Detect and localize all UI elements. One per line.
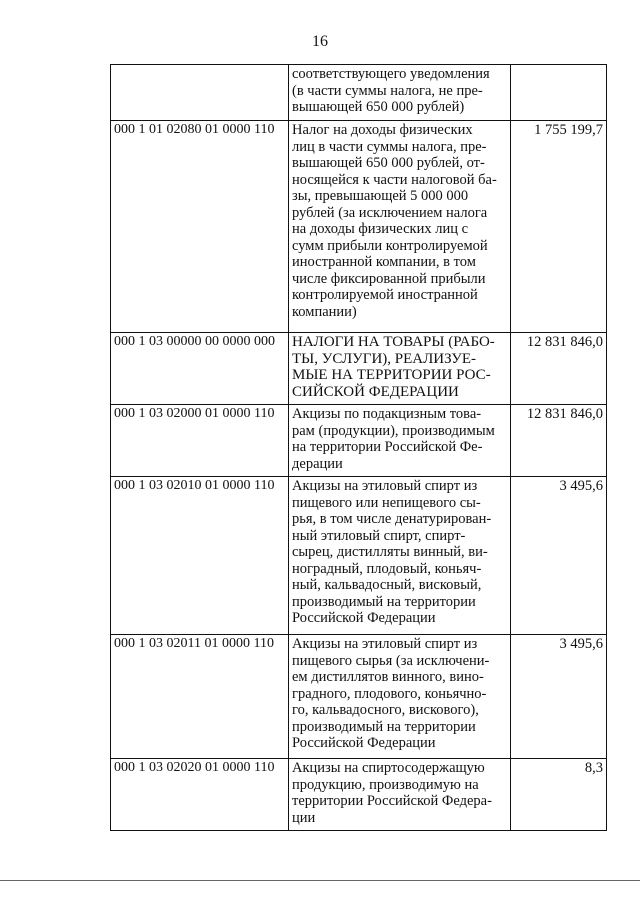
income-name-line: градного, плодового, коньячно- xyxy=(292,685,487,702)
income-name-line: Российской Федерации xyxy=(292,610,436,626)
income-name-line: Акцизы на этиловый спирт из xyxy=(292,478,478,494)
income-name-line: ТЫ, УСЛУГИ), РЕАЛИЗУЕ- xyxy=(292,350,477,367)
income-name-line: на доходы физических лиц с xyxy=(292,221,469,237)
income-name-line: лиц в части суммы налога, пре- xyxy=(292,138,487,155)
income-name xyxy=(289,477,511,635)
budget-classification-code: 000 1 03 02020 01 0000 110 xyxy=(111,759,289,831)
income-name-line: ный, кальвадосный, висковый, xyxy=(292,577,482,593)
income-name-line: зы, превышающей 5 000 000 xyxy=(292,188,469,204)
table-row xyxy=(111,477,607,635)
income-name-line: пищевого или непищевого сы- xyxy=(292,494,481,511)
income-name-line: рублей (за исключением налога xyxy=(292,204,488,221)
amount: 3 495,6 xyxy=(511,477,607,635)
income-name xyxy=(289,121,511,333)
income-name xyxy=(289,635,511,759)
table-row xyxy=(111,333,607,405)
income-name-line: территории Российской Федера- xyxy=(292,793,492,809)
income-name-line: Российской Федерации xyxy=(292,735,436,751)
amount xyxy=(511,65,607,121)
budget-classification-code: 000 1 03 02010 01 0000 110 xyxy=(111,477,289,635)
income-name-line: го, кальвадосного, вискового), xyxy=(292,702,479,718)
income-name-line: носящейся к части налоговой ба- xyxy=(292,171,497,188)
income-name-line: вышающей 650 000 рублей, от- xyxy=(292,155,485,171)
budget-classification-code: 000 1 03 02000 01 0000 110 xyxy=(111,405,289,477)
income-name-line: числе фиксированной прибыли xyxy=(292,270,486,287)
income-name-line: на территории Российской Фе- xyxy=(292,439,483,455)
budget-classification-code: 000 1 03 00000 00 0000 000 xyxy=(111,333,289,405)
income-name xyxy=(289,65,511,121)
income-name-line: Акцизы по подакцизным това- xyxy=(292,406,482,422)
income-name-line: ный этиловый спирт, спирт- xyxy=(292,527,466,544)
income-name-line: рам (продукции), производимым xyxy=(292,422,495,439)
income-name-line: контролируемой иностранной xyxy=(292,287,478,303)
budget-revenue-table xyxy=(110,64,607,831)
table-body xyxy=(111,65,607,831)
income-name-line: соответствующего уведомления xyxy=(292,66,490,82)
income-name-line: вышающей 650 000 рублей) xyxy=(292,99,465,115)
income-name-line: ем дистиллятов винного, вино- xyxy=(292,669,484,685)
income-name-line: НАЛОГИ НА ТОВАРЫ (РАБО- xyxy=(292,334,495,350)
budget-classification-code: 000 1 03 02011 01 0000 110 xyxy=(111,635,289,759)
income-name-line: сумм прибыли контролируемой xyxy=(292,237,488,254)
income-name-line: рья, в том числе денатурирован- xyxy=(292,511,492,527)
income-name-line: СИЙСКОЙ ФЕДЕРАЦИИ xyxy=(292,383,459,400)
income-name-line: ноградный, плодовый, коньяч- xyxy=(292,560,482,577)
table-row xyxy=(111,121,607,333)
income-name-line: (в части суммы налога, не пре- xyxy=(292,82,483,99)
income-name-line: Акцизы на спиртосодержащую xyxy=(292,760,485,776)
income-name-line: Налог на доходы физических xyxy=(292,122,473,138)
income-name-line: сырец, дистилляты винный, ви- xyxy=(292,544,488,560)
income-name xyxy=(289,405,511,477)
income-name xyxy=(289,759,511,831)
income-name-line: производимый на территории xyxy=(292,593,476,610)
income-name xyxy=(289,333,511,405)
amount: 8,3 xyxy=(511,759,607,831)
income-name-line: иностранной компании, в том xyxy=(292,254,476,270)
income-name-line: Акцизы на этиловый спирт из xyxy=(292,636,478,652)
income-name-line: компании) xyxy=(292,303,357,320)
income-name-line: производимый на территории xyxy=(292,718,476,735)
income-name-line: пищевого сырья (за исключени- xyxy=(292,652,490,669)
budget-classification-code: 000 1 01 02080 01 0000 110 xyxy=(111,121,289,333)
page-bottom-rule xyxy=(0,880,640,881)
amount: 12 831 846,0 xyxy=(511,333,607,405)
table-row xyxy=(111,65,607,121)
amount: 1 755 199,7 xyxy=(511,121,607,333)
amount: 12 831 846,0 xyxy=(511,405,607,477)
income-name-line: продукцию, производимую на xyxy=(292,776,479,793)
income-name-line: дерации xyxy=(292,455,343,472)
table-row xyxy=(111,405,607,477)
income-name-line: ции xyxy=(292,809,316,826)
page-number: 16 xyxy=(312,33,328,50)
table-row xyxy=(111,759,607,831)
budget-classification-code xyxy=(111,65,289,121)
income-name-line: МЫЕ НА ТЕРРИТОРИИ РОС- xyxy=(292,367,491,383)
amount: 3 495,6 xyxy=(511,635,607,759)
table-row xyxy=(111,635,607,759)
